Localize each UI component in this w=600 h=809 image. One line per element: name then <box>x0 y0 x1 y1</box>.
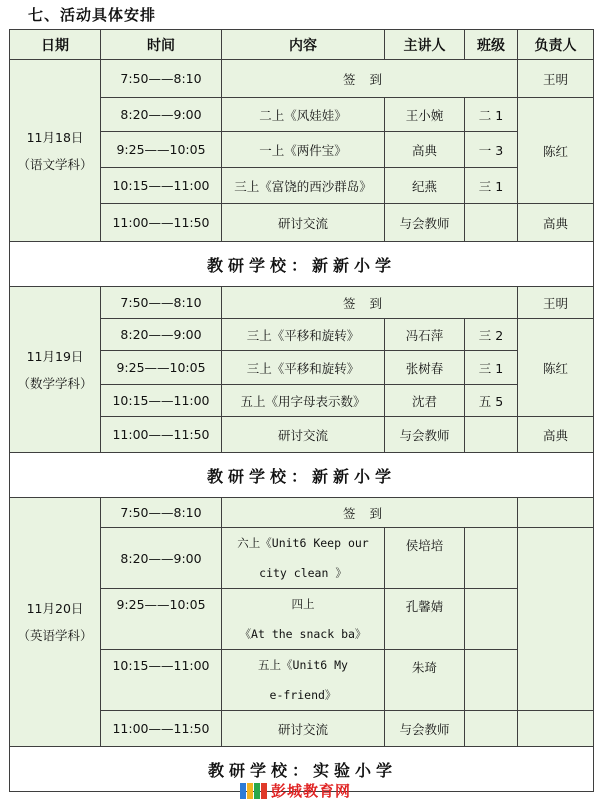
owner-cell: 陈红 <box>518 319 594 417</box>
school-banner: 教研学校：新新小学 <box>10 242 594 287</box>
school-banner: 教研学校：实验小学 <box>10 747 594 792</box>
time-cell: 10:15——11:00 <box>101 650 222 711</box>
header-time: 时间 <box>101 30 222 60</box>
header-content: 内容 <box>222 30 385 60</box>
speaker-cell: 朱琦 <box>385 650 465 711</box>
class-cell: 五 5 <box>465 385 518 417</box>
header-owner: 负责人 <box>518 30 594 60</box>
logo-bar <box>240 783 246 799</box>
content-cell: 研讨交流 <box>222 204 385 242</box>
time-cell: 8:20——9:00 <box>101 528 222 589</box>
header-class: 班级 <box>465 30 518 60</box>
watermark <box>240 780 351 801</box>
logo-bar <box>261 783 267 799</box>
time-cell: 9:25——10:05 <box>101 132 222 168</box>
subject-text: （英语学科） <box>17 628 93 643</box>
class-cell: 三 2 <box>465 319 518 351</box>
signin-cell: 签到 <box>222 498 518 528</box>
class-cell: 三 1 <box>465 351 518 385</box>
content-line: e-friend》 <box>269 688 337 702</box>
class-cell <box>465 204 518 242</box>
schedule-table <box>9 29 594 792</box>
header-row <box>10 30 594 60</box>
speaker-cell: 纪燕 <box>385 168 465 204</box>
content-cell: 三上《平移和旋转》 <box>222 319 385 351</box>
class-cell <box>465 650 518 711</box>
owner-cell <box>518 498 594 528</box>
date-cell <box>10 498 101 747</box>
subject-text: （数学学科） <box>17 375 93 391</box>
time-cell: 8:20——9:00 <box>101 98 222 132</box>
content-line: 六上《Unit6 Keep our <box>237 536 369 550</box>
speaker-cell: 与会教师 <box>385 417 465 453</box>
content-cell <box>222 650 385 711</box>
content-line: city clean 》 <box>259 566 347 580</box>
time-cell: 9:25——10:05 <box>101 351 222 385</box>
owner-cell <box>518 711 594 747</box>
owner-cell: 王明 <box>518 60 594 98</box>
time-cell: 7:50——8:10 <box>101 287 222 319</box>
time-cell: 9:25——10:05 <box>101 589 222 650</box>
content-line: 《At the snack ba》 <box>239 627 367 641</box>
school-banner-row <box>10 242 594 287</box>
time-cell: 7:50——8:10 <box>101 60 222 98</box>
speaker-cell: 沈君 <box>385 385 465 417</box>
class-cell: 一 3 <box>465 132 518 168</box>
owner-cell: 陈红 <box>518 98 594 204</box>
speaker-cell: 张树春 <box>385 351 465 385</box>
time-cell: 11:00——11:50 <box>101 204 222 242</box>
speaker-cell: 孔馨婧 <box>385 589 465 650</box>
class-cell <box>465 417 518 453</box>
time-cell: 11:00——11:50 <box>101 711 222 747</box>
class-cell: 二 1 <box>465 98 518 132</box>
table-row <box>10 60 594 98</box>
content-cell: 五上《用字母表示数》 <box>222 385 385 417</box>
class-cell <box>465 589 518 650</box>
logo-bar <box>247 783 253 799</box>
subject-text: （语文学科） <box>17 156 93 172</box>
date-text: 11月19日 <box>26 348 84 364</box>
signin-cell: 签到 <box>222 60 518 98</box>
content-cell: 研讨交流 <box>222 417 385 453</box>
table-row <box>10 498 594 528</box>
signin-cell: 签到 <box>222 287 518 319</box>
content-cell: 三上《富饶的西沙群岛》 <box>222 168 385 204</box>
date-text: 11月18日 <box>26 129 84 145</box>
content-cell: 一上《两件宝》 <box>222 132 385 168</box>
content-cell: 研讨交流 <box>222 711 385 747</box>
date-text: 11月20日 <box>26 601 84 616</box>
speaker-cell: 王小婉 <box>385 98 465 132</box>
time-cell: 8:20——9:00 <box>101 319 222 351</box>
class-cell <box>465 711 518 747</box>
time-cell: 10:15——11:00 <box>101 385 222 417</box>
content-cell <box>222 528 385 589</box>
class-cell: 三 1 <box>465 168 518 204</box>
content-line: 四上 <box>291 597 315 611</box>
speaker-cell: 与会教师 <box>385 711 465 747</box>
school-banner-row <box>10 453 594 498</box>
speaker-cell: 与会教师 <box>385 204 465 242</box>
class-cell <box>465 528 518 589</box>
time-cell: 11:00——11:50 <box>101 417 222 453</box>
watermark-text: 彭城教育网 <box>271 782 352 800</box>
book-logo-icon <box>240 783 267 799</box>
table-row <box>10 287 594 319</box>
speaker-cell: 高典 <box>385 132 465 168</box>
owner-cell: 王明 <box>518 287 594 319</box>
owner-cell: 高典 <box>518 204 594 242</box>
content-cell <box>222 589 385 650</box>
owner-cell: 高典 <box>518 417 594 453</box>
date-cell <box>10 60 101 242</box>
school-banner: 教研学校：新新小学 <box>10 453 594 498</box>
time-cell: 7:50——8:10 <box>101 498 222 528</box>
time-cell: 10:15——11:00 <box>101 168 222 204</box>
section-title: 七、活动具体安排 <box>28 6 157 24</box>
owner-cell <box>518 528 594 711</box>
content-cell: 二上《风娃娃》 <box>222 98 385 132</box>
logo-bar <box>254 783 260 799</box>
header-speaker: 主讲人 <box>385 30 465 60</box>
header-date: 日期 <box>10 30 101 60</box>
speaker-cell: 冯石萍 <box>385 319 465 351</box>
content-cell: 三上《平移和旋转》 <box>222 351 385 385</box>
date-cell <box>10 287 101 453</box>
content-line: 五上《Unit6 My <box>258 658 348 672</box>
speaker-cell: 侯培培 <box>385 528 465 589</box>
